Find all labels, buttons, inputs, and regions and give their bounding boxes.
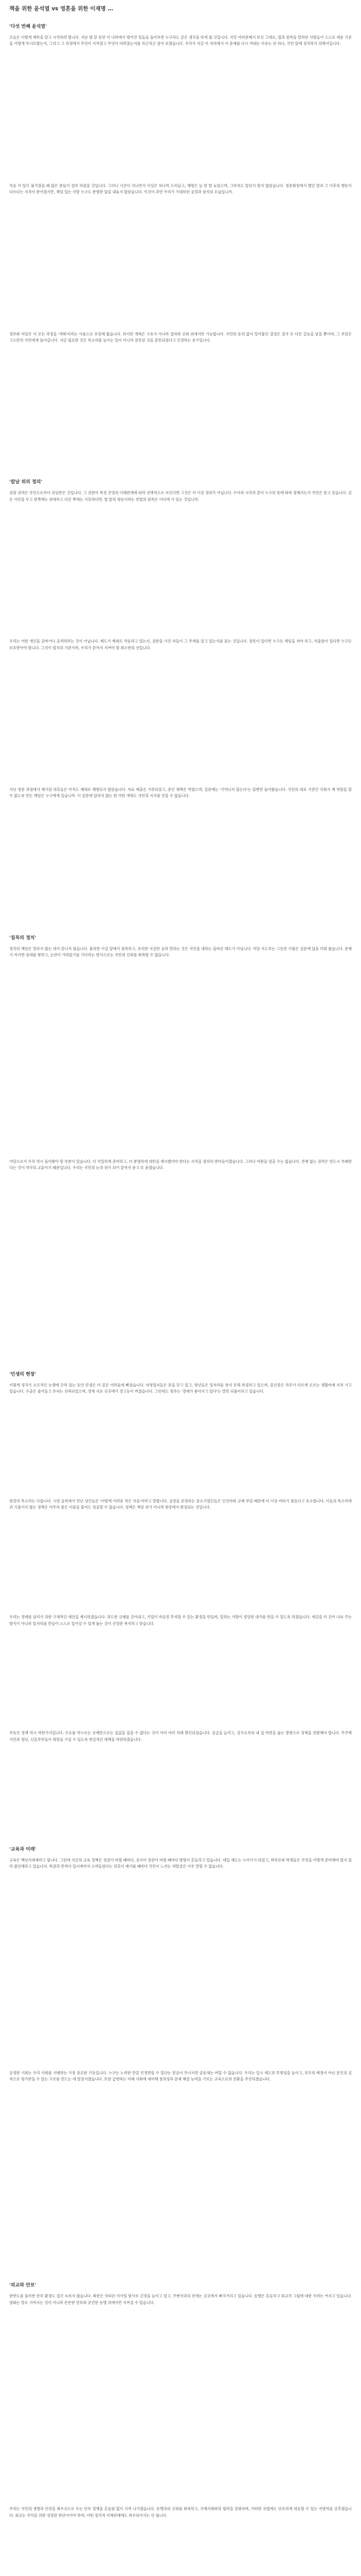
- section-heading: '민생의 현장': [9, 1371, 37, 1377]
- body-paragraph: 우리는 어떤 개인을 감싸거나 공격하려는 것이 아닙니다. 제도가 제대로 작동하고 있는지, 권한을 가진 자들이 그 무게를 알고 있는지를 묻는 것입니다. 잘못이 있다면 누구든 책임을 져야 하고, 억울함이 있다면 누구든 보호받아야 합니다. 그것이 법치의 기본이며, 우리가 끝까지 지켜야 할 최소한의 선입니다.: [9, 639, 352, 650]
- body-paragraph: 한반도를 둘러싼 안보 환경도 결코 녹록지 않습니다. 북한은 잇따른 미사일 발사로 긴장을 높이고 있고, 주변국과의 관계는 곳곳에서 삐걱거리고 있습니다. 동맹은 흔들리고 외교적 고립에 대한 우려는 커지고 있습니다. 평화는 말로 지켜지는 것이 아니라 튼튼한 안보와 굳건한 동맹 위에서만 지켜질 수 있습니다.: [9, 2294, 352, 2305]
- body-paragraph: 지난 청문 과정에서 제기된 의혹들은 아직도 제대로 해명되지 않았습니다. 자료 제출은 거부되었고, 증인 채택은 막혔으며, 질문에는 '기억나지 않는다'는 답변만 돌아왔습니다. 국민의 대표 기관인 국회가 제 역할을 할 수 없도록 만든 책임은 누구에게 있습니까. 이 질문에 답하지 않는 한 어떤 개혁도 국민의 지지를 얻을 수 없습니다.: [9, 787, 352, 799]
- body-paragraph: 현장의 목소리는 다릅니다. 시장 골목에서 만난 상인들은 '이렇게 어려운 적은 처음'이라고 말합니다. 공장을 운영하는 중소기업인들은 인건비와 규제 부담 때문에 더 이상 버티기 힘들다고 호소합니다. 이들의 목소리에 귀 기울이지 않는 정책은 아무리 좋은 이름을 붙여도 성공할 수 없습니다. 정책은 책상 위가 아니라 현장에서 완성되는 것입니다.: [9, 1498, 352, 1510]
- section-heading: '칼날 위의 정의': [9, 480, 42, 485]
- body-paragraph: 야당으로서 우리 역시 돌아봐야 할 부분이 있습니다. 더 치밀하게 준비하고, 더 분명하게 대안을 제시했어야 한다는 지적을 겸허히 받아들이겠습니다. 그러나 비판을 멈출 수는 없습니다. 견제 없는 권력은 반드시 부패한다는 것이 역사의 교훈이기 때문입니다. 우리는 국민의 눈과 귀가 되어 끝까지 묻고 또 묻겠습니다.: [9, 1159, 352, 1171]
- body-paragraph: 처음 이 일이 불거졌을 때 많은 분들이 설마 하셨을 것입니다. 그러나 시간이 지나면서 사실은 하나씩 드러났고, 해명은 늘 한 발 늦었으며, 그마저도 앞뒤가 맞지 않았습니다. 청문회장에서 했던 말과 그 이후의 행동이 다르다는 지적이 쏟아졌지만, 책임 있는 사람 누구도 분명한 답을 내놓지 않았습니다. 이것이 과연 우리가 기대하던 공정과 상식의 모습입니까.: [9, 183, 352, 195]
- body-paragraph: 우리는 경제를 살리기 위한 구체적인 대안을 제시하겠습니다. 과도한 규제를 걷어내고, 기업이 마음껏 투자할 수 있는 환경을 만들며, 일하는 사람이 정당한 대가를 받을 수 있도록 하겠습니다. 세금을 더 걷어 나눠 주는 방식이 아니라 일자리를 만들어 스스로 일어설 수 있게 돕는 것이 진정한 복지라고 믿습니다.: [9, 1615, 352, 1626]
- section: [9, 935, 352, 1172]
- body-paragraph: 검찰 권력은 국민으로부터 위임받은 것입니다. 그 권한이 특정 진영의 이해관계에 따라 선택적으로 쓰인다면 그것은 더 이상 정의가 아닙니다. 수사의 시작과 끝이 누구의 뜻에 따라 정해지는지 국민은 묻고 있습니다. 같은 사안을 두고 한쪽에는 관대하고 다른 쪽에는 가혹하다면, 법 앞의 평등이라는 헌법의 원칙은 어디에 서 있는 것입니까.: [9, 490, 352, 502]
- section-heading: '외교와 안보': [9, 2283, 37, 2289]
- body-paragraph: 오늘은 이렇게 제목을 달고 시작하려 합니다. 지난 몇 달 동안 이 나라에서 벌어진 일들을 돌아보면 누구라도 같은 생각을 하게 될 것입니다. 국민 여러분께서 보신 그대로, 법과 원칙을 말하던 사람들이 스스로 세운 기준을 어떻게 무너뜨렸는지, 그리고 그 과정에서 무엇이 지켜졌고 무엇이 버려졌는지를 차근차근 짚어 보겠습니다. 우리가 지금 이 자리에서 이 문제를 다시 꺼내는 이유는 단 하나, 국민 앞에 정직하기 위해서입니다.: [9, 35, 352, 46]
- body-paragraph: 교육은 백년지대계라고 합니다. 그런데 지금의 교육 정책은 정권이 바뀔 때마다, 심지어 장관이 바뀔 때마다 방향이 흔들리고 있습니다. 대입 제도는 누더기가 되었고, 학부모와 학생들은 무엇을 어떻게 준비해야 할지 몰라 불안해하고 있습니다. 특권과 반칙이 입시에까지 스며들었다는 의혹이 제기될 때마다 국민이 느끼는 허탈감은 이루 말할 수 없습니다.: [9, 1857, 352, 1869]
- body-paragraph: 공정한 기회는 우리 사회를 지탱하는 가장 중요한 기둥입니다. 누구든 노력한 만큼 인정받을 수 있다는 믿음이 무너지면 공동체는 버틸 수 없습니다. 우리는 입시 제도의 투명성을 높이고, 부모의 배경이 아닌 본인의 실력으로 평가받을 수 있는 구조를 만드는 데 앞장서겠습니다. 또한 급변하는 미래 사회에 대비해 창의성과 문제 해결 능력을 기르는 교육으로의 전환을 추진하겠습니다.: [9, 2070, 352, 2081]
- document-title: 책을 위한 윤석열 vs 영혼을 위한 이재명 …: [9, 6, 113, 12]
- body-paragraph: 정치의 책임은 말하지 않는 데서 끝나지 않습니다. 불리한 사실 앞에서 침묵하고, 유리한 사실만 골라 말하는 것은 국민을 대하는 올바른 태도가 아닙니다. 여당 지도부는 그동안 수많은 질문에 답을 미뤄 왔습니다. 문제가 커지면 상대를 탓하고, 논란이 가라앉기를 기다리는 방식으로는 국민의 신뢰를 회복할 수 없습니다.: [9, 946, 352, 958]
- body-paragraph: 우리는 국민의 생명과 안전을 최우선으로 두는 안보 정책을 흔들림 없이 지켜 나가겠습니다. 동맹과의 신뢰를 회복하고, 국제사회와의 협력을 강화하며, 어떠한 위협에도 단호하게 대응할 수 있는 국방력을 갖추겠습니다. 외교는 국익을 위한 냉정한 판단이어야 하며, 어떤 정치적 이해관계에도 좌우되어서는 안 됩니다.: [9, 2506, 352, 2518]
- section-heading: '다섯 번째 윤석열': [9, 24, 47, 29]
- section-heading: '교육과 미래': [9, 1846, 37, 1852]
- section: [9, 1371, 352, 1743]
- body-paragraph: 정부와 여당은 이 모든 과정을 '개혁'이라는 이름으로 포장해 왔습니다. 하지만 개혁은 구호가 아니라 절차와 신뢰 위에서만 가능합니다. 국민의 동의 없이 밀어붙인 결정은 결국 또 다른 갈등을 낳을 뿐이며, 그 부담은 고스란히 국민에게 돌아갑니다. 지금 필요한 것은 목소리를 높이는 일이 아니라 잘못된 것을 잘못되었다고 인정하는 용기입니다.: [9, 331, 352, 343]
- document-body: [9, 24, 352, 2576]
- section: [9, 1846, 352, 2083]
- section: [9, 24, 352, 344]
- body-paragraph: 부동산 정책 역시 마찬가지입니다. 수요를 억누르는 규제만으로는 집값을 잡을 수 없다는 것이 이미 여러 차례 확인되었습니다. 공급을 늘리고, 실수요자의 내 집 마련을 돕는 방향으로 정책을 전환해야 합니다. 무주택 서민과 청년, 신혼부부들이 희망을 가질 수 있도록 현실적인 대책을 마련하겠습니다.: [9, 1731, 352, 1742]
- body-paragraph: 이렇게 정치가 소모적인 논쟁에 갇혀 있는 동안 민생은 더 깊은 어려움에 빠졌습니다. 자영업자들은 문을 닫고 있고, 청년들은 일자리를 찾지 못해 좌절하고 있으며, 중산층은 하루가 다르게 오르는 생활비에 지쳐 가고 있습니다. 수출은 줄어들고 투자는 위축되었으며, 경제 지표 곳곳에서 경고등이 켜졌습니다. 그런데도 정부는 '경제가 좋아지고 있다'는 말만 되풀이하고 있습니다.: [9, 1382, 352, 1394]
- section: [9, 2282, 352, 2519]
- section-heading: '침묵의 정치': [9, 935, 37, 941]
- section: [9, 479, 352, 799]
